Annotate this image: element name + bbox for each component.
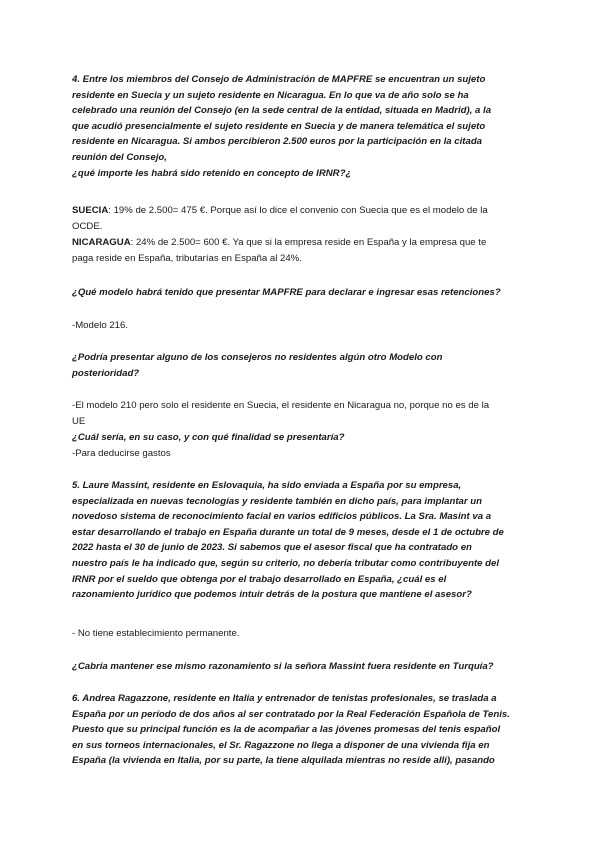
question-4-line: residente en Suecia y un sujeto residente en Nicaragua. En lo que va de año solo se ha xyxy=(72,89,469,101)
answer-nicaragua-line: paga reside en España, tributarías en España al 24%. xyxy=(72,252,302,264)
question-finalidad xyxy=(72,430,532,446)
question-finalidad-line: ¿Cuál sería, en su caso, y con qué finalidad se presentaría? xyxy=(72,432,345,443)
question-6-line: España por un período de dos años al ser contratado por la Real Federación Española de Tenis. xyxy=(72,708,510,720)
question-4-line: 4. Entre los miembros del Consejo de Administración de MAPFRE se encuentran un sujeto xyxy=(72,74,486,85)
question-modelo-line: ¿Qué modelo habrá tenido que presentar MAPFRE para declarar e ingresar esas retenciones? xyxy=(72,287,501,298)
answer-nicaragua-text: : 24% de 2.500= 600 €. Ya que si la empresa reside en España y la empresa que te xyxy=(130,237,487,248)
answer-nicaragua-label: NICARAGUA xyxy=(72,237,131,248)
answer-finalidad xyxy=(72,446,532,462)
question-turquia xyxy=(72,659,532,675)
question-5-line: estar desarrollando el trabajo en España durante un total de 9 meses, desde el 1 de octubre de xyxy=(72,526,504,538)
question-5-line: especializada en nuevas tecnologías y residente también en dicho país, para implantar un xyxy=(72,495,482,507)
question-5-line: 2022 hasta el 30 de junio de 2023. Si sabemos que el asesor fiscal que ha contratado en xyxy=(72,542,472,554)
answer-5-line: - No tiene establecimiento permanente. xyxy=(72,628,240,639)
question-5 xyxy=(72,478,532,603)
question-modelo xyxy=(72,285,532,301)
question-otro-modelo-line: posterioridad? xyxy=(72,367,140,379)
question-6-line: España (la vivienda en Italia, por su parte, la tiene alquilada mientras no reside allí), pasando xyxy=(72,755,495,767)
question-4-line: que acudió presencialmente el sujeto residente en Suecia y de manera telemática el sujeto xyxy=(72,120,486,132)
answer-otro-modelo xyxy=(72,398,532,429)
question-5-line: novedoso sistema de reconocimiento facial en varios edificios públicos. La Sra. Masint va a xyxy=(72,511,492,523)
question-6-line: Puesto que su principal función es la de acompañar a las jóvenes promesas del tenis español xyxy=(72,724,501,736)
question-6-line: en sus torneos internacionales, el Sr. Ragazzone no llega a disponer de una vivienda fija en xyxy=(72,739,490,751)
question-4-line: residente en Nicaragua. Si ambos percibieron 2.500 euros por la participación en la citada xyxy=(72,136,483,148)
question-4-line: celebrado una reunión del Consejo (en la sede central de la entidad, situada en Madrid), a la xyxy=(72,105,492,117)
answer-suecia-line xyxy=(72,203,532,219)
answer-otro-modelo-line: -El modelo 210 pero solo el residente en Suecia, el residente en Nicaragua no, porque no es de la xyxy=(72,400,490,411)
question-4-line: ¿qué importe les habrá sido retenido en concepto de IRNR?¿ xyxy=(72,167,352,179)
answer-suecia-text: : 19% de 2.500= 475 €. Porque así lo dice el convenio con Suecia que es el modelo de la xyxy=(108,205,488,216)
question-6-line: 6. Andrea Ragazzone, residente en Italia y entrenador de tenistas profesionales, se traslada a xyxy=(72,693,497,704)
answer-finalidad-line: -Para deducirse gastos xyxy=(72,448,171,459)
question-6 xyxy=(72,691,532,769)
answer-5 xyxy=(72,626,532,642)
answer-otro-modelo-line: UE xyxy=(72,415,86,427)
question-5-line: IRNR por el sueldo que obtenga por el trabajo desarrollado en España, ¿cuál es el xyxy=(72,573,447,585)
answer-nicaragua-line xyxy=(72,235,532,251)
question-turquia-line: ¿Cabría mantener ese mismo razonamiento si la señora Massint fuera residente en Turquía? xyxy=(72,661,494,672)
answer-suecia-label: SUECIA xyxy=(72,205,109,216)
question-otro-modelo-line: ¿Podría presentar alguno de los consejeros no residentes algún otro Modelo con xyxy=(72,352,443,363)
question-otro-modelo xyxy=(72,350,532,381)
answer-suecia-line: OCDE. xyxy=(72,220,103,232)
question-4-line: reunión del Consejo, xyxy=(72,151,167,163)
question-5-line: nuestro país le ha indicado que, según su criterio, no debería tributar como contribuyente del xyxy=(72,557,499,569)
answer-nicaragua xyxy=(72,235,532,266)
question-4 xyxy=(72,72,532,181)
question-5-line: razonamiento jurídico que podemos intuir detrás de la postura que mantiene el asesor? xyxy=(72,589,472,601)
answer-modelo xyxy=(72,318,532,334)
answer-suecia xyxy=(72,203,532,234)
answer-modelo-line: -Modelo 216. xyxy=(72,320,128,331)
question-5-line: 5. Laure Massint, residente en Eslovaquia, ha sido enviada a España por su empresa, xyxy=(72,480,462,491)
